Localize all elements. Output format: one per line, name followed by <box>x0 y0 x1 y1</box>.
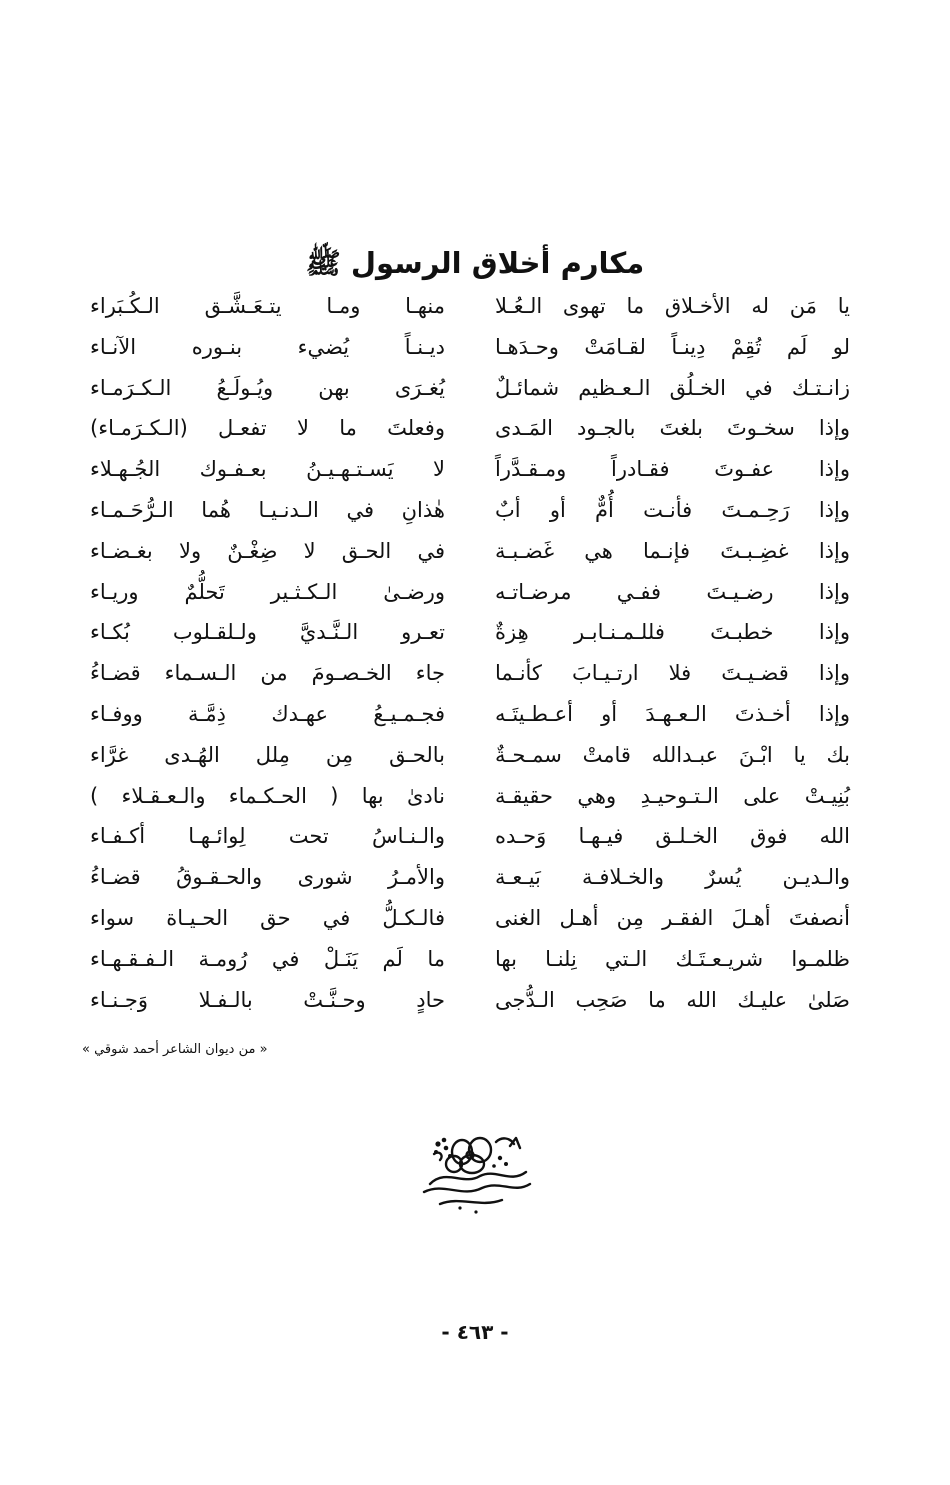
verse-second-hemistich: فالـكـلُّ في حق الحـيـاة سواء <box>90 905 445 930</box>
verse-second-hemistich: ديـنـاً يُضيء بنـوره الآنـاء <box>90 334 445 359</box>
verse-second-hemistich: تعـرو الـنَّـديَّ ولـلقـلوب بُكـاء <box>90 620 445 645</box>
source-citation: « من ديوان الشاعر أحمد شوقي » <box>82 1042 268 1057</box>
verse-first-hemistich: أنصفتَ أهـلَ الفقـر مِن أهـل الغنى <box>495 905 850 930</box>
verse-second-hemistich: والأمـرُ شورى والحـقـوقُ قضـاءُ <box>90 865 445 890</box>
floral-ornament-icon <box>410 1128 538 1218</box>
verse-first-hemistich: والـديـن يُسرٌ والخـلافـة بَيـعـة <box>495 865 850 890</box>
verse-second-hemistich: في الحـق لا ضِغْـنٌ ولا بغـضـاء <box>90 538 445 563</box>
verse-second-hemistich: حادٍ وحـنَّـتْ بالـفـلا وَجـنـاء <box>90 987 445 1012</box>
page-number: - ٤٦٣ - <box>441 1320 509 1344</box>
verse-second-hemistich: هٰذانِ في الـدنـيـا هُما الـرُّحَـمـاء <box>90 497 445 522</box>
verse-first-hemistich: بُنِيـتْ على الـتـوحيـدِ وهي حقيقـة <box>495 783 850 808</box>
poem <box>90 286 850 1012</box>
verse-first-hemistich: الله فوق الخـلـق فيـهـا وَحـده <box>495 824 850 849</box>
verse-second-hemistich: ورضـىٰ الـكـثـير تَحلُّمٌ وريـاء <box>90 579 445 604</box>
verse-second-hemistich: يُغـرَى بهن ويُـولَـعُ الـكـرَمـاء <box>90 375 445 400</box>
verse-second-hemistich: لا يَسـتـهـيـنُ بعـفـوك الجُـهـلاء <box>90 457 445 482</box>
verse-first-hemistich: وإذا سخـوتَ بلغتَ بالجـود المَـدى <box>495 416 850 441</box>
verse-first-hemistich: لو لَم تُقِمْ دِينـاً لقـامَتْ وحـدَهـا <box>495 334 850 359</box>
verse-first-hemistich: وإذا رَحِـمـتَ فأنـت أُمٌّ أو أبٌ <box>495 497 850 522</box>
page-title: مكارم أخلاق الرسول ﷺ <box>305 246 645 281</box>
verse-first-hemistich: وإذا قضـيـتَ فلا ارتـيـابَ كأنـما <box>495 661 850 686</box>
verse-first-hemistich: وإذا غضِـبـتَ فإنـما هي غَضـبـة <box>495 538 850 563</box>
verse-second-hemistich: فجـمـيـعُ عهـدك ذِمَّـة ووفـاء <box>90 701 445 726</box>
verse-first-hemistich: صَلىٰ عليـك الله ما صَحِب الـدُّجى <box>495 987 850 1012</box>
verse-second-hemistich: والـنـاسُ تحت لِوائـهـا أكـفـاء <box>90 824 445 849</box>
verse-second-hemistich: بالحـق مِن مِلل الهُـدى غرَّاء <box>90 742 445 767</box>
verse-second-hemistich: نادىٰ بها ( الحـكـماء والـعـقـلاء ) <box>90 783 445 808</box>
verse-first-hemistich: وإذا عفـوتَ فقـادراً ومـقـدَّراً <box>495 457 850 482</box>
poem-left-column <box>90 286 445 1020</box>
verse-first-hemistich: زانـتـك في الخـلُق الـعـظيم شمائـلٌ <box>495 375 850 400</box>
verse-second-hemistich: ما لَم يَنَـلْ في رُومـة الـفـقـهـاء <box>90 946 445 971</box>
verse-first-hemistich: بك يا ابْـنَ عبـدالله قامتْ سمـحـةٌ <box>495 742 850 767</box>
verse-first-hemistich: ظلمـوا شريـعـتَـك الـتي نِلنـا بها <box>495 946 850 971</box>
verse-first-hemistich: وإذا رضـيـتَ ففـي مرضـاتـه <box>495 579 850 604</box>
poem-right-column <box>495 286 850 1020</box>
verse-second-hemistich: وفعلتَ ما لا تفعـل (الـكـرَمـاء) <box>90 416 445 441</box>
verse-second-hemistich: جاء الخـصـومَ من الـسـماء قضـاءُ <box>90 661 445 686</box>
verse-second-hemistich: منهـا ومـا يتـعَـشَّـق الـكُـبَراء <box>90 294 445 318</box>
verse-first-hemistich: يا مَن له الأخـلاق ما تهوى الـعُـلا <box>495 294 850 318</box>
verse-first-hemistich: وإذا خطبـتَ فللـمـنـابـر هِزةٌ <box>495 620 850 645</box>
verse-first-hemistich: وإذا أخـذتَ الـعـهـدَ أو أعـطـيتَـه <box>495 701 850 726</box>
